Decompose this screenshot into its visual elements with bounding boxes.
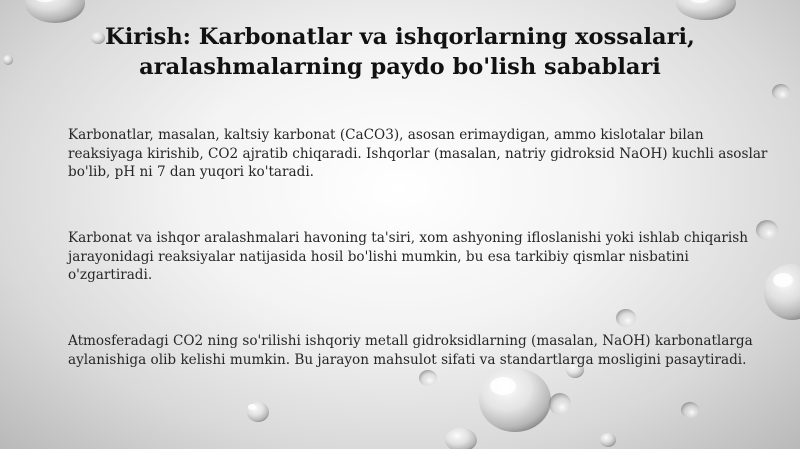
paragraph-mixture-formation: Karbonat va ishqor aralashmalari havoning ta'siri, xom ashyoning ifloslanishi yoki ishlab chiqarish jarayonidagi reaksiyalar natijasida hosil bo'lishi mumkin, bu esa tarkibiy qismlar nisbatini o'zgartiradi. — [68, 230, 748, 284]
droplet-cluster-bottom — [247, 368, 616, 449]
paragraph-co2-absorption: Atmosferadagi CO2 ning so'rilishi ishqoriy metall gidroksidlarning (masalan, NaOH) karbonatlarga aylanishiga olib kelishi mumkin. Bu jarayon mahsulot sifati va standartlarga mosligini pasaytiradi. — [68, 333, 753, 368]
paragraph-carbonates-and-alkalis: Karbonatlar, masalan, kaltsiy karbonat (CaCO3), asosan erimaydigan, ammo kislotalar bilan reaksiyaga kirishib, CO2 ajratib chiqaradi. Ishqorlar (masalan, natriy gidroksid NaOH) kuchli asoslar bo'lib, pH ni 7 dan yuqori ko'taradi. — [68, 127, 768, 181]
slide-title: Kirish: Karbonatlar va ishqorlarning xossalari, aralashmalarning paydo bo'lish sabablari — [105, 24, 695, 80]
